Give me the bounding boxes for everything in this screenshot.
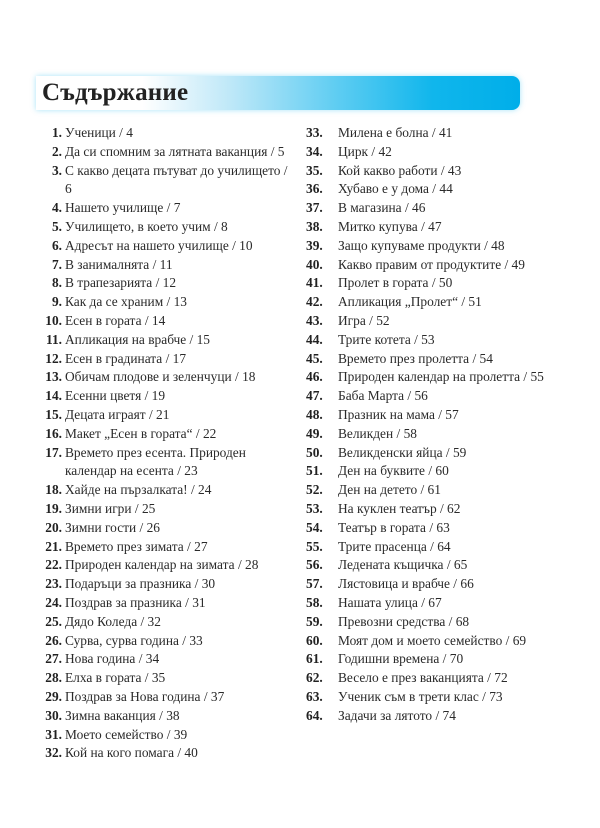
page-title: Съдържание xyxy=(42,79,189,106)
toc-entry[interactable] xyxy=(300,688,570,707)
toc-entry-title: Зимна ваканция / 38 xyxy=(65,707,180,723)
toc-entry-number: 52. xyxy=(306,482,323,498)
toc-entry-number: 49. xyxy=(306,425,323,441)
toc-entry[interactable] xyxy=(38,500,300,519)
toc-entry-title: Лястовица и врабче / 66 xyxy=(338,576,474,592)
toc-entry[interactable] xyxy=(300,425,570,444)
toc-entry-number: 41. xyxy=(306,275,323,291)
toc-entry-title: Природен календар на пролетта / 55 xyxy=(338,369,544,385)
toc-entry-title: В занималнята / 11 xyxy=(65,256,173,272)
toc-entry-number: 31. xyxy=(45,726,62,742)
toc-entry-title: Театър в гората / 63 xyxy=(338,519,450,535)
toc-entry[interactable] xyxy=(38,331,300,350)
toc-entry-number: 20. xyxy=(45,519,62,535)
toc-entry-number: 3. xyxy=(51,162,62,178)
toc-entry-title: Как да се храним / 13 xyxy=(65,294,187,310)
toc-entry-title: Ден на буквите / 60 xyxy=(338,463,449,479)
toc-entry-number: 34. xyxy=(306,143,323,159)
toc-entry-number: 25. xyxy=(45,613,62,629)
toc-entry[interactable] xyxy=(38,688,300,707)
toc-entry-number: 39. xyxy=(306,237,323,253)
toc-entry-title: Апликация „Пролет“ / 51 xyxy=(338,294,482,310)
toc-entry-number: 36. xyxy=(306,181,323,197)
toc-entry[interactable] xyxy=(38,556,300,575)
toc-entry-number: 9. xyxy=(51,294,62,310)
toc-entry-number: 63. xyxy=(306,688,323,704)
toc-entry-title: Ден на детето / 61 xyxy=(338,482,441,498)
toc-entry-title: Милена е болна / 41 xyxy=(338,125,453,140)
toc-entry-number: 23. xyxy=(45,576,62,592)
toc-entry-title: Апликация на врабче / 15 xyxy=(65,331,210,347)
toc-entry-number: 45. xyxy=(306,350,323,366)
toc-entry[interactable] xyxy=(300,500,570,519)
toc-entry[interactable] xyxy=(300,613,570,632)
toc-entry[interactable] xyxy=(38,274,300,293)
toc-entry[interactable] xyxy=(38,124,300,143)
toc-entry-title: Годишни времена / 70 xyxy=(338,651,464,667)
toc-entry[interactable] xyxy=(300,387,570,406)
toc-entry-number: 44. xyxy=(306,331,323,347)
toc-entry[interactable] xyxy=(38,425,300,444)
toc-entry-title: Децата играят / 21 xyxy=(65,406,170,422)
toc-entry-title: Трите котета / 53 xyxy=(338,331,435,347)
toc-entry[interactable] xyxy=(300,293,570,312)
toc-entry-number: 57. xyxy=(306,576,323,592)
toc-entry[interactable] xyxy=(38,162,300,200)
toc-entry-number: 12. xyxy=(45,350,62,366)
toc-entry-title: Макет „Есен в гората“ / 22 xyxy=(65,425,217,441)
toc-entry-number: 1. xyxy=(51,125,62,140)
toc-entry-number: 59. xyxy=(306,613,323,629)
toc-entry-title: Поздрав за Нова година / 37 xyxy=(65,688,225,704)
toc-entry-number: 26. xyxy=(45,632,62,648)
toc-entry[interactable] xyxy=(300,632,570,651)
toc-entry-number: 53. xyxy=(306,500,323,516)
toc-entry-number: 7. xyxy=(51,256,62,272)
toc-entry-title: Времето през зимата / 27 xyxy=(65,538,208,554)
toc-entry-title: Великден / 58 xyxy=(338,425,417,441)
toc-entry[interactable] xyxy=(38,256,300,275)
toc-entry-title: С какво децата пътуват до училището / 6 xyxy=(65,162,288,197)
toc-entry[interactable] xyxy=(38,707,300,726)
toc-entry-number: 61. xyxy=(306,651,323,667)
toc-entry-number: 32. xyxy=(45,745,62,761)
toc-entry-number: 13. xyxy=(45,369,62,385)
toc-entry[interactable] xyxy=(300,218,570,237)
toc-entry[interactable] xyxy=(300,444,570,463)
toc-entry[interactable] xyxy=(38,387,300,406)
toc-entry-number: 29. xyxy=(45,688,62,704)
toc-entry-number: 21. xyxy=(45,538,62,554)
toc-entry-title: Какво правим от продуктите / 49 xyxy=(338,256,525,272)
toc-entry[interactable] xyxy=(300,575,570,594)
toc-entry[interactable] xyxy=(300,406,570,425)
toc-entry-number: 14. xyxy=(45,388,62,404)
toc-column-left xyxy=(38,124,300,763)
toc-entry-title: Пролет в гората / 50 xyxy=(338,275,453,291)
toc-entry-number: 8. xyxy=(51,275,62,291)
toc-entry[interactable] xyxy=(300,519,570,538)
toc-entry-title: В магазина / 46 xyxy=(338,200,426,216)
toc-entry[interactable] xyxy=(38,293,300,312)
toc-entry-title: Зимни гости / 26 xyxy=(65,519,160,535)
toc-entry-number: 40. xyxy=(306,256,323,272)
toc-entry-title: Хубаво е у дома / 44 xyxy=(338,181,453,197)
toc-entry-number: 5. xyxy=(51,218,62,234)
toc-entry-number: 4. xyxy=(51,200,62,216)
toc-entry-number: 15. xyxy=(45,406,62,422)
toc-entry-title: Да си спомним за лятната ваканция / 5 xyxy=(65,143,285,159)
toc-entry[interactable] xyxy=(38,575,300,594)
toc-entry-number: 64. xyxy=(306,707,323,723)
toc-entry-title: Цирк / 42 xyxy=(338,143,392,159)
toc-entry-title: Поздрав за празника / 31 xyxy=(65,594,206,610)
toc-entry[interactable] xyxy=(300,350,570,369)
toc-entry[interactable] xyxy=(38,650,300,669)
toc-entry-number: 48. xyxy=(306,406,323,422)
toc-entry-number: 42. xyxy=(306,294,323,310)
toc-entry[interactable] xyxy=(300,124,570,143)
toc-entry-title: Весело е през ваканцията / 72 xyxy=(338,670,508,686)
toc-entry[interactable] xyxy=(300,669,570,688)
toc-entry-number: 30. xyxy=(45,707,62,723)
toc-entry-title: Защо купуваме продукти / 48 xyxy=(338,237,505,253)
toc-entry-title: Трите прасенца / 64 xyxy=(338,538,451,554)
toc-entry[interactable] xyxy=(300,180,570,199)
toc-entry-title: Моят дом и моето семейство / 69 xyxy=(338,632,527,648)
toc-entry-title: Великденски яйца / 59 xyxy=(338,444,467,460)
toc-entry[interactable] xyxy=(38,368,300,387)
toc-entry[interactable] xyxy=(38,613,300,632)
toc-entry-title: Подаръци за празника / 30 xyxy=(65,576,216,592)
toc-entry[interactable] xyxy=(300,481,570,500)
toc-entry-title: Празник на мама / 57 xyxy=(338,406,459,422)
toc-entry[interactable] xyxy=(38,444,300,482)
toc-entry-title: Времето през есента. Природен календар на есента / 23 xyxy=(65,444,246,479)
toc-entry[interactable] xyxy=(38,632,300,651)
toc-entry-title: Превозни средства / 68 xyxy=(338,613,470,629)
toc-entry[interactable] xyxy=(38,218,300,237)
toc-entry-title: Есенни цветя / 19 xyxy=(65,388,166,404)
toc-entry[interactable] xyxy=(300,143,570,162)
toc-entry-title: Есен в градината / 17 xyxy=(65,350,187,366)
toc-entry[interactable] xyxy=(300,237,570,256)
toc-entry-title: Хайде на пързалката! / 24 xyxy=(65,482,212,498)
toc-entry-number: 16. xyxy=(45,425,62,441)
toc-entry[interactable] xyxy=(300,707,570,726)
toc-entry[interactable] xyxy=(38,594,300,613)
toc-entry[interactable] xyxy=(38,744,300,763)
toc-entry-number: 47. xyxy=(306,388,323,404)
toc-entry-title: Кой какво работи / 43 xyxy=(338,162,462,178)
toc-entry-number: 56. xyxy=(306,557,323,573)
toc-entry-number: 6. xyxy=(51,237,62,253)
toc-entry[interactable] xyxy=(300,650,570,669)
toc-entry[interactable] xyxy=(300,462,570,481)
toc-entry[interactable] xyxy=(300,199,570,218)
toc-entry-number: 17. xyxy=(45,444,62,460)
toc-entry[interactable] xyxy=(38,538,300,557)
toc-entry[interactable] xyxy=(300,331,570,350)
toc-entry[interactable] xyxy=(38,143,300,162)
toc-entry[interactable] xyxy=(38,481,300,500)
toc-entry-number: 27. xyxy=(45,651,62,667)
toc-entry-title: Нашата улица / 67 xyxy=(338,594,442,610)
toc-entry[interactable] xyxy=(38,199,300,218)
toc-entry-number: 18. xyxy=(45,482,62,498)
toc-entry-number: 43. xyxy=(306,312,323,328)
toc-entry-title: Нашето училище / 7 xyxy=(65,200,181,216)
toc-entry-title: Нова година / 34 xyxy=(65,651,160,667)
toc-entry-number: 37. xyxy=(306,200,323,216)
toc-entry-title: Баба Марта / 56 xyxy=(338,388,428,404)
toc-entry-number: 62. xyxy=(306,670,323,686)
toc-entry-number: 46. xyxy=(306,369,323,385)
toc-entry-title: Зимни игри / 25 xyxy=(65,500,156,516)
toc-entry[interactable] xyxy=(300,312,570,331)
toc-entry-number: 2. xyxy=(51,143,62,159)
toc-entry-title: Природен календар на зимата / 28 xyxy=(65,557,259,573)
toc-entry[interactable] xyxy=(38,519,300,538)
toc-entry[interactable] xyxy=(300,256,570,275)
toc-entry-title: В трапезарията / 12 xyxy=(65,275,177,291)
toc-entry-title: Митко купува / 47 xyxy=(338,218,442,234)
toc-entry-number: 35. xyxy=(306,162,323,178)
toc-entry-number: 50. xyxy=(306,444,323,460)
toc-entry-title: Времето през пролетта / 54 xyxy=(338,350,493,366)
toc-entry[interactable] xyxy=(38,669,300,688)
toc-entry-number: 58. xyxy=(306,594,323,610)
toc-entry-number: 28. xyxy=(45,670,62,686)
toc-column-right xyxy=(300,124,570,726)
toc-entry-title: Училището, в което учим / 8 xyxy=(65,218,228,234)
toc-entry[interactable] xyxy=(300,274,570,293)
toc-entry[interactable] xyxy=(38,726,300,745)
toc-entry-title: Ученици / 4 xyxy=(65,125,133,140)
toc-entry-number: 33. xyxy=(306,125,323,140)
toc-entry[interactable] xyxy=(38,406,300,425)
toc-entry-title: Есен в гората / 14 xyxy=(65,312,166,328)
toc-entry-title: Адресът на нашето училище / 10 xyxy=(65,237,253,253)
toc-entry-title: Моето семейство / 39 xyxy=(65,726,188,742)
toc-entry-number: 60. xyxy=(306,632,323,648)
toc-entry-title: На куклен театър / 62 xyxy=(338,500,461,516)
toc-entry-title: Дядо Коледа / 32 xyxy=(65,613,161,629)
toc-entry-number: 55. xyxy=(306,538,323,554)
toc-entry[interactable] xyxy=(300,162,570,181)
toc-entry[interactable] xyxy=(300,594,570,613)
toc-entry-number: 22. xyxy=(45,557,62,573)
toc-entry-title: Обичам плодове и зеленчуци / 18 xyxy=(65,369,256,385)
toc-entry-title: Игра / 52 xyxy=(338,312,390,328)
toc-entry-title: Елха в гората / 35 xyxy=(65,670,166,686)
toc-entry[interactable] xyxy=(38,237,300,256)
toc-entry-number: 38. xyxy=(306,218,323,234)
toc-entry-number: 19. xyxy=(45,500,62,516)
toc-entry-title: Сурва, сурва година / 33 xyxy=(65,632,203,648)
toc-entry[interactable] xyxy=(300,368,570,387)
toc-entry-title: Ледената къщичка / 65 xyxy=(338,557,468,573)
toc-entry-number: 51. xyxy=(306,463,323,479)
toc-entry-number: 10. xyxy=(45,312,62,328)
toc-entry[interactable] xyxy=(300,538,570,557)
toc-entry[interactable] xyxy=(38,312,300,331)
toc-entry-number: 54. xyxy=(306,519,323,535)
toc-entry-number: 24. xyxy=(45,594,62,610)
toc-entry[interactable] xyxy=(300,556,570,575)
toc-entry-title: Задачи за лятото / 74 xyxy=(338,707,456,723)
toc-entry-number: 11. xyxy=(46,331,62,347)
toc-entry[interactable] xyxy=(38,350,300,369)
toc-entry-title: Ученик съм в трети клас / 73 xyxy=(338,688,503,704)
toc-entry-title: Кой на кого помага / 40 xyxy=(65,745,198,761)
